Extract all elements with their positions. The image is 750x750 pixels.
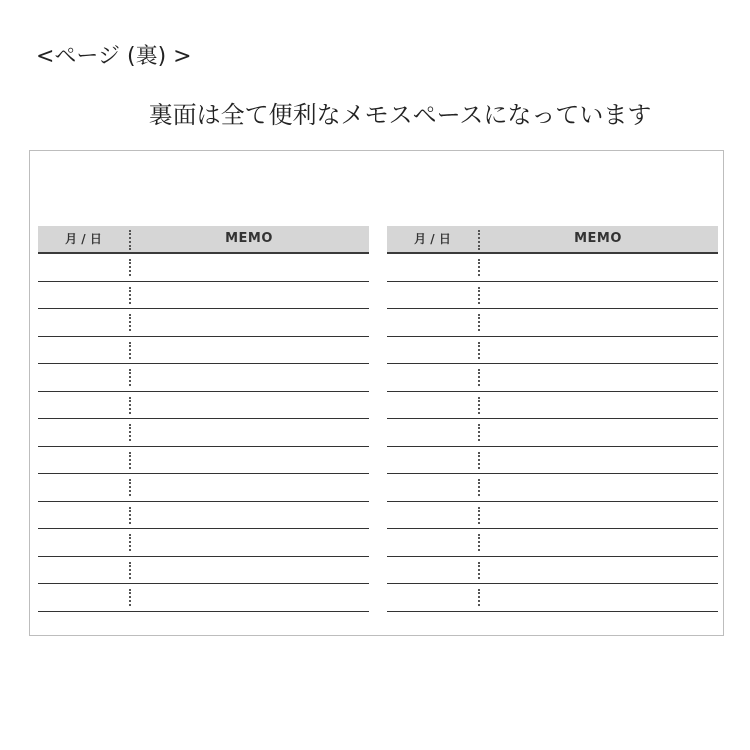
memo-row bbox=[38, 557, 369, 585]
memo-row bbox=[38, 419, 369, 447]
date-cell bbox=[38, 364, 129, 391]
memo-row bbox=[38, 474, 369, 502]
date-cell bbox=[38, 337, 129, 364]
date-cell bbox=[38, 529, 129, 556]
memo-row bbox=[387, 337, 718, 365]
memo-cell bbox=[480, 584, 718, 611]
memo-cell bbox=[131, 364, 369, 391]
date-cell bbox=[38, 419, 129, 446]
memo-rows bbox=[38, 254, 369, 612]
memo-cell bbox=[131, 337, 369, 364]
memo-column-right bbox=[387, 226, 718, 612]
memo-row bbox=[387, 529, 718, 557]
memo-row bbox=[38, 392, 369, 420]
date-cell bbox=[38, 474, 129, 501]
date-cell bbox=[387, 309, 478, 336]
memo-cell bbox=[131, 254, 369, 281]
date-cell bbox=[38, 309, 129, 336]
memo-sheet bbox=[29, 150, 724, 636]
memo-row bbox=[38, 364, 369, 392]
memo-cell bbox=[480, 529, 718, 556]
memo-cell bbox=[480, 419, 718, 446]
memo-row bbox=[38, 309, 369, 337]
memo-row bbox=[38, 447, 369, 475]
memo-row bbox=[387, 447, 718, 475]
memo-cell bbox=[131, 419, 369, 446]
memo-row bbox=[387, 309, 718, 337]
memo-cell bbox=[131, 529, 369, 556]
memo-cell bbox=[480, 364, 718, 391]
page-label: <ページ (裏) > bbox=[36, 44, 192, 69]
memo-row bbox=[387, 557, 718, 585]
memo-cell bbox=[480, 474, 718, 501]
memo-row bbox=[387, 474, 718, 502]
memo-row bbox=[387, 364, 718, 392]
memo-cell bbox=[480, 254, 718, 281]
date-cell bbox=[38, 392, 129, 419]
memo-row bbox=[38, 337, 369, 365]
memo-cell bbox=[480, 502, 718, 529]
memo-row bbox=[387, 282, 718, 310]
date-cell bbox=[387, 419, 478, 446]
column-header bbox=[387, 226, 718, 254]
memo-cell bbox=[480, 557, 718, 584]
memo-cell bbox=[131, 392, 369, 419]
date-cell bbox=[387, 337, 478, 364]
memo-rows bbox=[387, 254, 718, 612]
date-cell bbox=[38, 282, 129, 309]
memo-row bbox=[387, 419, 718, 447]
memo-header: MEMO bbox=[574, 231, 622, 246]
memo-row bbox=[38, 502, 369, 530]
date-cell bbox=[38, 557, 129, 584]
memo-row bbox=[387, 502, 718, 530]
memo-row bbox=[387, 584, 718, 612]
date-cell bbox=[387, 392, 478, 419]
memo-cell bbox=[131, 282, 369, 309]
memo-cell bbox=[480, 392, 718, 419]
memo-row bbox=[38, 254, 369, 282]
memo-row bbox=[38, 529, 369, 557]
memo-header: MEMO bbox=[225, 231, 273, 246]
memo-cell bbox=[131, 474, 369, 501]
date-cell bbox=[38, 502, 129, 529]
memo-row bbox=[387, 254, 718, 282]
memo-cell bbox=[480, 282, 718, 309]
date-cell bbox=[38, 447, 129, 474]
memo-cell bbox=[480, 447, 718, 474]
memo-cell bbox=[480, 309, 718, 336]
date-cell bbox=[38, 254, 129, 281]
memo-row bbox=[38, 282, 369, 310]
memo-cell bbox=[131, 557, 369, 584]
memo-cell bbox=[131, 502, 369, 529]
memo-column-left bbox=[38, 226, 369, 612]
date-header: 月 / 日 bbox=[414, 232, 451, 246]
date-cell bbox=[387, 447, 478, 474]
memo-cell bbox=[131, 309, 369, 336]
page-headline: 裏面は全て便利なメモスペースになっています bbox=[148, 101, 652, 129]
date-header: 月 / 日 bbox=[65, 232, 102, 246]
memo-cell bbox=[131, 584, 369, 611]
column-header bbox=[38, 226, 369, 254]
memo-cell bbox=[131, 447, 369, 474]
memo-row bbox=[387, 392, 718, 420]
date-cell bbox=[387, 364, 478, 391]
memo-row bbox=[38, 584, 369, 612]
date-cell bbox=[387, 474, 478, 501]
memo-cell bbox=[480, 337, 718, 364]
date-cell bbox=[387, 529, 478, 556]
date-cell bbox=[387, 557, 478, 584]
date-cell bbox=[387, 282, 478, 309]
date-cell bbox=[387, 254, 478, 281]
date-cell bbox=[38, 584, 129, 611]
date-cell bbox=[387, 502, 478, 529]
date-cell bbox=[387, 584, 478, 611]
